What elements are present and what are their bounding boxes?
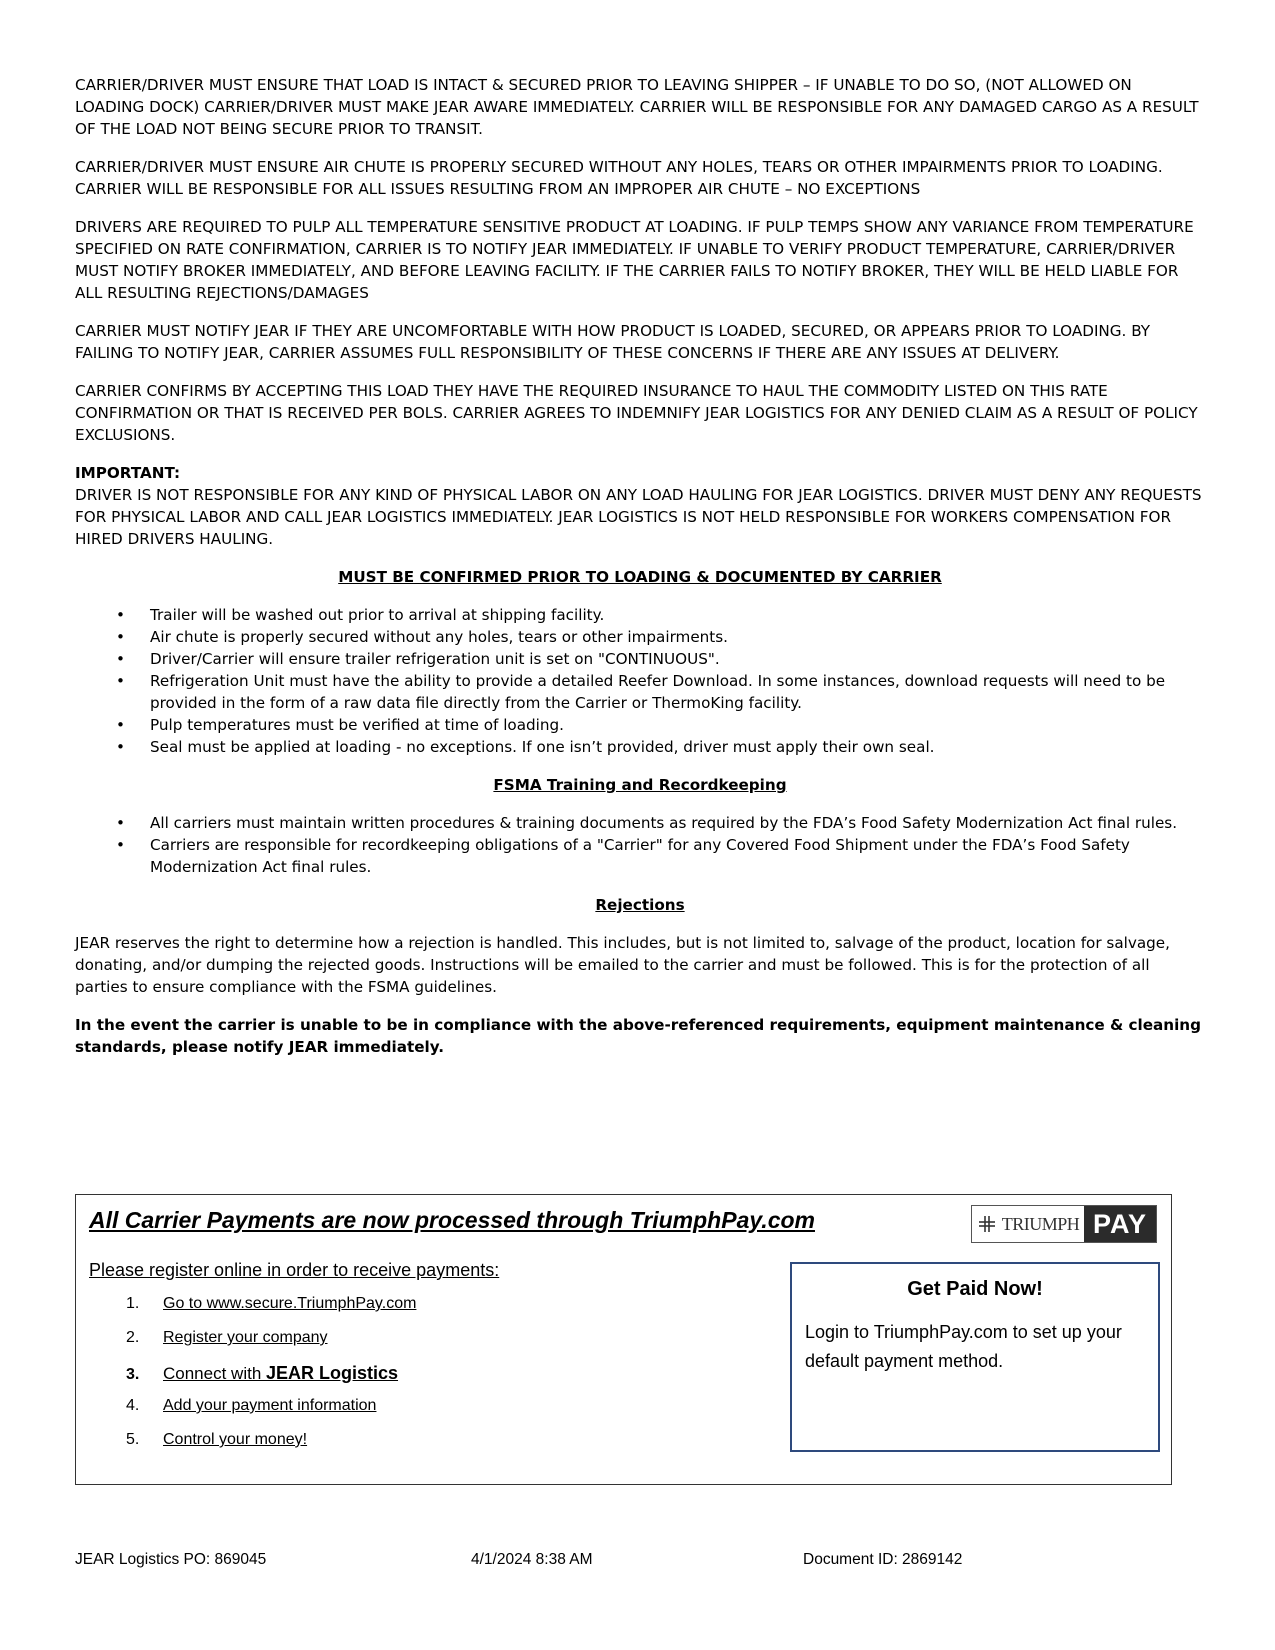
rejections-heading: Rejections bbox=[595, 896, 685, 914]
list-item[interactable]: 5. Control your money! bbox=[126, 1431, 308, 1448]
list-item: • Driver/Carrier will ensure trailer refrigeration unit is set on "CONTINUOUS". bbox=[150, 648, 1205, 670]
terms-document bbox=[75, 74, 1205, 1074]
terms-paragraph: CARRIER MUST NOTIFY JEAR IF THEY ARE UNCOMFORTABLE WITH HOW PRODUCT IS LOADED, SECURED, OR APPEARS PRIOR TO LOADING. BY FAILING TO NOTIFY JEAR, CARRIER ASSUMES FULL RESPONSIBILITY OF THESE CONCERNS IF THERE ARE ANY ISSUES AT DELIVERY. bbox=[75, 322, 1151, 362]
step-link[interactable]: Add your payment information bbox=[163, 1397, 377, 1414]
confirm-heading: MUST BE CONFIRMED PRIOR TO LOADING & DOCUMENTED BY CARRIER bbox=[338, 568, 942, 586]
footer-po: JEAR Logistics PO: 869045 bbox=[75, 1551, 267, 1568]
list-item[interactable]: 3. Connect with JEAR Logistics bbox=[126, 1363, 399, 1383]
get-paid-box bbox=[790, 1262, 1160, 1452]
get-paid-heading: Get Paid Now! bbox=[907, 1278, 1043, 1300]
important-section bbox=[75, 462, 1205, 550]
footer-datetime: 4/1/2024 8:38 AM bbox=[471, 1551, 593, 1568]
terms-paragraph: DRIVERS ARE REQUIRED TO PULP ALL TEMPERATURE SENSITIVE PRODUCT AT LOADING. IF PULP TEMPS SHOW ANY VARIANCE FROM TEMPERATURE SPECIFIED ON RATE CONFIRMATION, CARRIER IS TO NOTIFY JEAR IMMEDIATELY. IF UNABLE TO VERIFY PRODUCT TEMPERATURE, CARRIER/DRIVER MUST NOTIFY BROKER IMMEDIATELY, AND BEFORE LEAVING FACILITY. IF THE CARRIER FAILS TO NOTIFY BROKER, THEY WILL BE HELD LIABLE FOR ALL RESULTING REJECTIONS/DAMAGES bbox=[75, 218, 1194, 302]
step-link[interactable]: Connect with JEAR Logistics bbox=[163, 1363, 399, 1383]
list-item[interactable]: 4. Add your payment information bbox=[126, 1397, 377, 1414]
confirm-list bbox=[75, 604, 1205, 758]
list-item: • Air chute is properly secured without any holes, tears or other impairments. bbox=[150, 626, 1205, 648]
step-link[interactable]: Register your company bbox=[163, 1329, 328, 1346]
get-paid-text: Login to TriumphPay.com to set up your default payment method. bbox=[805, 1322, 1122, 1371]
logo-triumph-text: TRIUMPH bbox=[1001, 1213, 1080, 1234]
fsma-list bbox=[75, 812, 1205, 878]
list-item: • Carriers are responsible for recordkeeping obligations of a "Carrier" for any Covered Food Shipment under the FDA’s Food Safety Modernization Act final rules. bbox=[150, 834, 1205, 878]
step-link[interactable]: Go to www.secure.TriumphPay.com bbox=[163, 1295, 417, 1312]
step-link[interactable]: Control your money! bbox=[163, 1431, 308, 1448]
logo-pay-text: PAY bbox=[1084, 1206, 1156, 1242]
terms-paragraph: CARRIER CONFIRMS BY ACCEPTING THIS LOAD THEY HAVE THE REQUIRED INSURANCE TO HAUL THE COMMODITY LISTED ON THIS RATE CONFIRMATION OR THAT IS RECEIVED PER BOLS. CARRIER AGREES TO INDEMNIFY JEAR LOGISTICS FOR ANY DENIED CLAIM AS A RESULT OF POLICY EXCLUSIONS. bbox=[75, 382, 1198, 444]
payment-title: All Carrier Payments are now processed through TriumphPay.com bbox=[89, 1207, 815, 1233]
important-text: DRIVER IS NOT RESPONSIBLE FOR ANY KIND OF PHYSICAL LABOR ON ANY LOAD HAULING FOR JEAR LOGISTICS. DRIVER MUST DENY ANY REQUESTS FOR PHYSICAL LABOR AND CALL JEAR LOGISTICS IMMEDIATELY. JEAR LOGISTICS IS NOT HELD RESPONSIBLE FOR WORKERS COMPENSATION FOR HIRED DRIVERS HAULING. bbox=[75, 486, 1202, 548]
compliance-notice: In the event the carrier is unable to be in compliance with the above-referenced requirements, equipment maintenance & cleaning standards, please notify JEAR immediately. bbox=[75, 1016, 1201, 1056]
list-item: • Seal must be applied at loading - no exceptions. If one isn’t provided, driver must apply their own seal. bbox=[150, 736, 1205, 758]
important-title: IMPORTANT: bbox=[75, 464, 181, 482]
payment-info-box bbox=[75, 1194, 1172, 1485]
terms-paragraph: CARRIER/DRIVER MUST ENSURE THAT LOAD IS INTACT & SECURED PRIOR TO LEAVING SHIPPER – IF UNABLE TO DO SO, (NOT ALLOWED ON LOADING DOCK) CARRIER/DRIVER MUST MAKE JEAR AWARE IMMEDIATELY. CARRIER WILL BE RESPONSIBLE FOR ANY DAMAGED CARGO AS A RESULT OF THE LOAD NOT BEING SECURE PRIOR TO TRANSIT. bbox=[75, 76, 1199, 138]
list-item: • Trailer will be washed out prior to arrival at shipping facility. bbox=[150, 604, 1205, 626]
registration-steps bbox=[126, 1295, 416, 1465]
list-item: • Refrigeration Unit must have the ability to provide a detailed Reefer Download. In some instances, download requests will need to be provided in the form of a raw data file directly from the Carrier or ThermoKing facility. bbox=[150, 670, 1205, 714]
terms-paragraph: CARRIER/DRIVER MUST ENSURE AIR CHUTE IS PROPERLY SECURED WITHOUT ANY HOLES, TEARS OR OTHER IMPAIRMENTS PRIOR TO LOADING. CARRIER WILL BE RESPONSIBLE FOR ALL ISSUES RESULTING FROM AN IMPROPER AIR CHUTE – NO EXCEPTIONS bbox=[75, 158, 1163, 198]
list-item: • Pulp temperatures must be verified at time of loading. bbox=[150, 714, 1205, 736]
payment-subtitle: Please register online in order to receive payments: bbox=[89, 1260, 500, 1280]
fsma-heading: FSMA Training and Recordkeeping bbox=[493, 776, 787, 794]
list-item: • All carriers must maintain written procedures & training documents as required by the FDA’s Food Safety Modernization Act final rules. bbox=[150, 812, 1205, 834]
list-item[interactable]: 1. Go to www.secure.TriumphPay.com bbox=[126, 1295, 417, 1312]
triumph-cross-icon bbox=[977, 1214, 997, 1234]
rejections-text: JEAR reserves the right to determine how a rejection is handled. This includes, but is not limited to, salvage of the product, location for salvage, donating, and/or dumping the rejected goods. Instructions will be emailed to the carrier and must be followed. This is for the protection of all parties to ensure compliance with the FSMA guidelines. bbox=[75, 934, 1170, 996]
triumphpay-logo bbox=[971, 1205, 1157, 1243]
list-item[interactable]: 2. Register your company bbox=[126, 1329, 328, 1346]
footer-document-id: Document ID: 2869142 bbox=[803, 1551, 963, 1568]
